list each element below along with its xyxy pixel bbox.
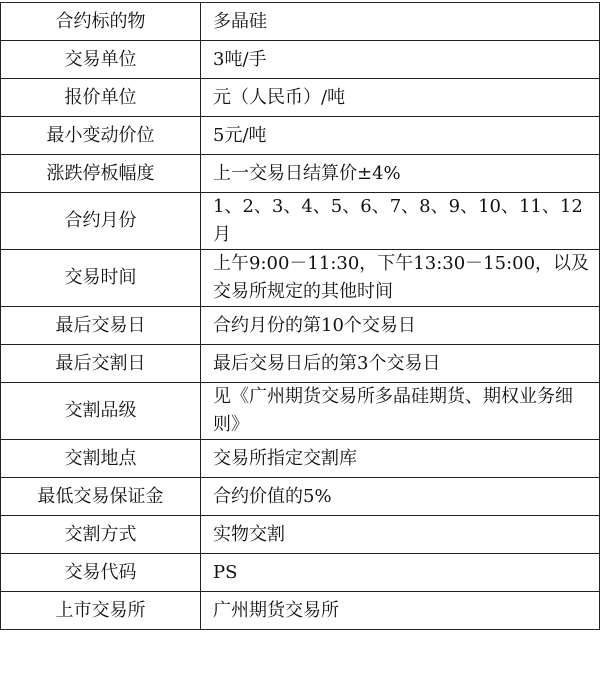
row-label: 最后交割日	[1, 345, 201, 383]
contract-spec-table	[0, 2, 600, 630]
row-value: 上午9:00－11:30，下午13:30－15:00，以及交易所规定的其他时间	[201, 250, 600, 307]
table-row	[1, 3, 600, 41]
row-value: 3吨/手	[201, 41, 600, 79]
row-label: 交割品级	[1, 383, 201, 440]
row-value: 实物交割	[201, 516, 600, 554]
table-row	[1, 345, 600, 383]
table-row	[1, 478, 600, 516]
table-row	[1, 117, 600, 155]
table-row	[1, 41, 600, 79]
table-row	[1, 516, 600, 554]
row-value: 交易所指定交割库	[201, 440, 600, 478]
table-row	[1, 79, 600, 117]
row-value: 元（人民币）/吨	[201, 79, 600, 117]
row-label: 最低交易保证金	[1, 478, 201, 516]
row-label: 合约标的物	[1, 3, 201, 41]
row-label: 上市交易所	[1, 592, 201, 630]
row-label: 最小变动价位	[1, 117, 201, 155]
row-label: 交易单位	[1, 41, 201, 79]
row-value: 5元/吨	[201, 117, 600, 155]
row-value: 多晶硅	[201, 3, 600, 41]
row-label: 最后交易日	[1, 307, 201, 345]
table-row	[1, 554, 600, 592]
table-row	[1, 250, 600, 307]
row-label: 交易时间	[1, 250, 201, 307]
table-row	[1, 440, 600, 478]
row-label: 交易代码	[1, 554, 201, 592]
row-value: 最后交易日后的第3个交易日	[201, 345, 600, 383]
row-value: 见《广州期货交易所多晶硅期货、期权业务细则》	[201, 383, 600, 440]
row-label: 合约月份	[1, 193, 201, 250]
table-row	[1, 592, 600, 630]
table-row	[1, 155, 600, 193]
row-value: 广州期货交易所	[201, 592, 600, 630]
table-row	[1, 383, 600, 440]
row-label: 交割地点	[1, 440, 201, 478]
table-row	[1, 307, 600, 345]
row-value: 1、2、3、4、5、6、7、8、9、10、11、12月	[201, 193, 600, 250]
row-value: PS	[201, 554, 600, 592]
row-label: 交割方式	[1, 516, 201, 554]
row-label: 涨跌停板幅度	[1, 155, 201, 193]
row-label: 报价单位	[1, 79, 201, 117]
row-value: 上一交易日结算价±4%	[201, 155, 600, 193]
row-value: 合约月份的第10个交易日	[201, 307, 600, 345]
table-row	[1, 193, 600, 250]
row-value: 合约价值的5%	[201, 478, 600, 516]
